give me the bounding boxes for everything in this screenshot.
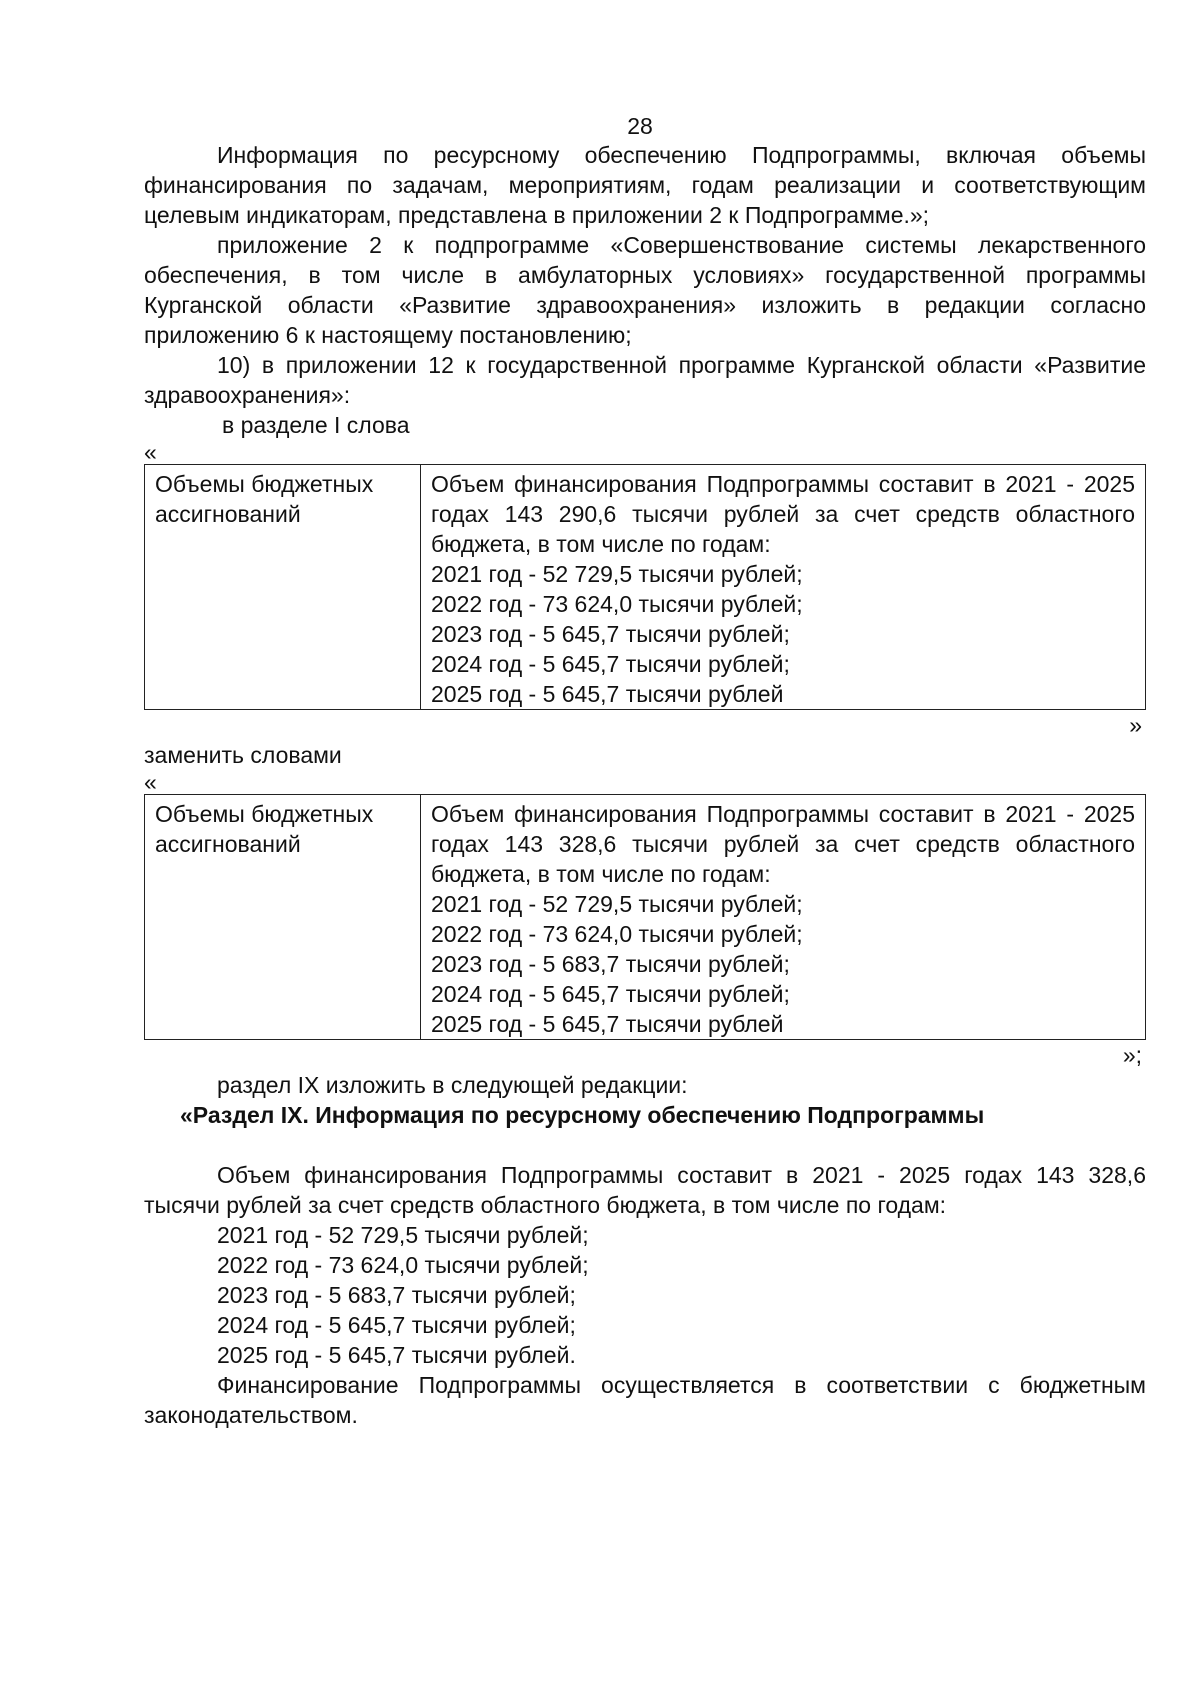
table-old-line: 2023 год - 5 645,7 тысячи рублей; — [431, 621, 790, 647]
table-old-line: 2024 год - 5 645,7 тысячи рублей; — [431, 651, 790, 677]
table-new-budget — [144, 794, 1146, 1040]
year-line: 2023 год - 5 683,7 тысячи рублей; — [217, 1282, 576, 1308]
year-line: 2024 год - 5 645,7 тысячи рублей; — [217, 1312, 576, 1338]
close-quote-1: » — [1129, 712, 1142, 738]
table-new-line: 2025 год - 5 645,7 тысячи рублей — [431, 1011, 784, 1037]
heading-text: Раздел IX. Информация по ресурсному обеспечению Подпрограммы — [192, 1102, 985, 1128]
table-new-intro: Объем финансирования Подпрограммы составит в 2021 - 2025 годах 143 328,6 тысячи рублей за счет средств областного бюджета, в том числе по годам: — [431, 801, 1135, 887]
table-new-line: 2021 год - 52 729,5 тысячи рублей; — [431, 891, 803, 917]
page-number: 28 — [627, 113, 653, 139]
table-old-right-cell — [421, 465, 1146, 710]
document-page — [144, 112, 1146, 1430]
year-line: 2021 год - 52 729,5 тысячи рублей; — [217, 1222, 589, 1248]
table-row — [145, 795, 1146, 1040]
paragraph-replace-words: заменить словами — [144, 742, 342, 768]
table-new-left-cell: Объемы бюджетных ассигнований — [145, 795, 421, 1040]
table-old-intro: Объем финансирования Подпрограммы составит в 2021 - 2025 годах 143 290,6 тысячи рублей за счет средств областного бюджета, в том числе по годам: — [431, 471, 1135, 557]
paragraph-financing-law: Финансирование Подпрограммы осуществляется в соответствии с бюджетным законодательством. — [144, 1372, 1146, 1428]
table-new-line: 2024 год - 5 645,7 тысячи рублей; — [431, 981, 790, 1007]
paragraph-funding-volume: Объем финансирования Подпрограммы составит в 2021 - 2025 годах 143 328,6 тысячи рублей за счет средств областного бюджета, в том числе по годам: — [144, 1162, 1146, 1218]
table-new-right-cell — [421, 795, 1146, 1040]
close-quote-2: »; — [1122, 1042, 1142, 1068]
table-old-line: 2022 год - 73 624,0 тысячи рублей; — [431, 591, 803, 617]
paragraph-section-9: раздел IX изложить в следующей редакции: — [217, 1072, 688, 1098]
paragraph-section-1-words: в разделе I слова — [222, 412, 410, 438]
year-line: 2025 год - 5 645,7 тысячи рублей. — [217, 1342, 576, 1368]
table-old-budget — [144, 464, 1146, 710]
table-old-line: 2025 год - 5 645,7 тысячи рублей — [431, 681, 784, 707]
heading-quote: « — [180, 1102, 193, 1128]
table-old-left-cell: Объемы бюджетных ассигнований — [145, 465, 421, 710]
paragraph-item-10: 10) в приложении 12 к государственной программе Курганской области «Развитие здравоохранения»: — [144, 352, 1146, 408]
table-old-line: 2021 год - 52 729,5 тысячи рублей; — [431, 561, 803, 587]
table-new-line: 2022 год - 73 624,0 тысячи рублей; — [431, 921, 803, 947]
open-quote-2: « — [144, 769, 157, 795]
table-new-line: 2023 год - 5 683,7 тысячи рублей; — [431, 951, 790, 977]
paragraph-resource-info: Информация по ресурсному обеспечению Подпрограммы, включая объемы финансирования по задачам, мероприятиям, годам реализации и соответствующим целевым индикаторам, представлена в приложении 2 к Подпрограмме.»; — [144, 142, 1146, 228]
open-quote-1: « — [144, 439, 157, 465]
paragraph-appendix-2: приложение 2 к подпрограмме «Совершенствование системы лекарственного обеспечения, в том числе в амбулаторных условиях» государственной программы Курганской области «Развитие здравоохранения» изложить в редакции согласно приложению 6 к настоящему постановлению; — [144, 232, 1146, 348]
section-heading — [144, 1100, 1146, 1130]
year-line: 2022 год - 73 624,0 тысячи рублей; — [217, 1252, 589, 1278]
table-row — [145, 465, 1146, 710]
